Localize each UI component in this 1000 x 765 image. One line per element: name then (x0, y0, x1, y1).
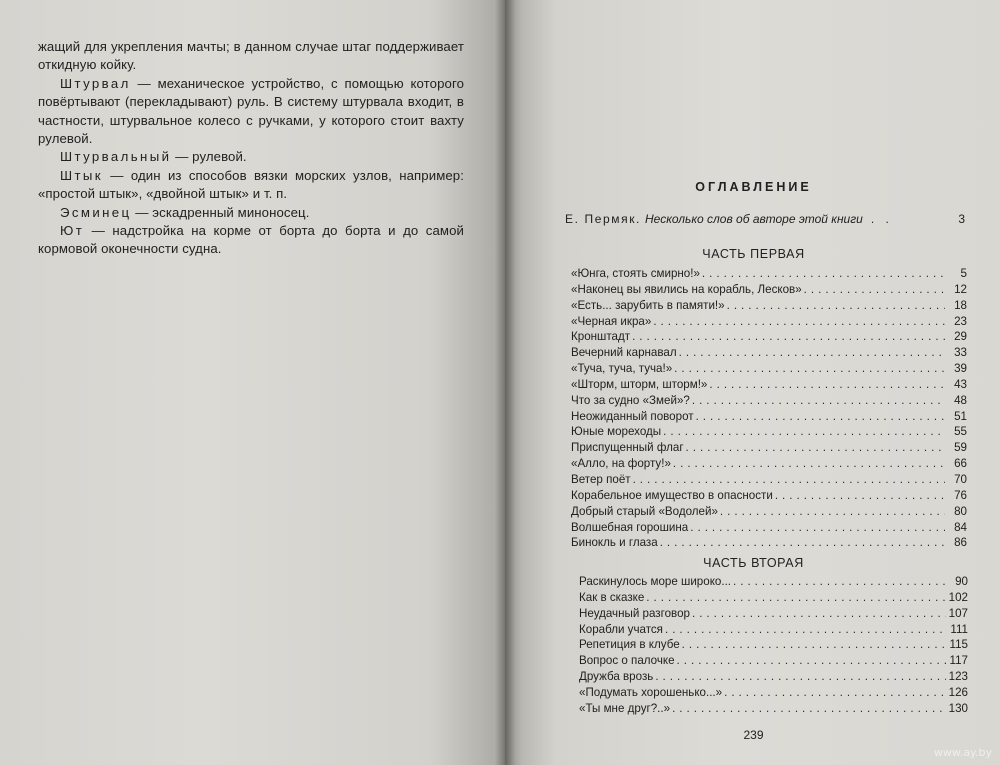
toc-entry-page: 12 (954, 282, 967, 296)
toc-entry (571, 473, 967, 489)
part-one-entries (571, 267, 967, 552)
toc-entry-title: Неудачный разговор (579, 606, 690, 620)
toc-entry-leader (675, 654, 946, 667)
toc-entry-leader (658, 536, 945, 549)
toc-entry-title: «Алло, на форту!» (571, 457, 671, 471)
toc-entry-page: 123 (948, 670, 968, 684)
intro-dots: . . (870, 212, 893, 226)
glossary-text (38, 38, 464, 259)
intro-title: Несколько слов об авторе этой книги (644, 212, 863, 226)
toc-entry-leader (688, 521, 945, 534)
toc-entry-title: Вечерний карнавал (571, 346, 677, 360)
part-two-heading: ЧАСТЬ ВТОРАЯ (703, 556, 804, 570)
glossary-entry (38, 148, 464, 166)
toc-entry-leader (694, 410, 945, 423)
page-number: 239 (743, 728, 764, 742)
toc-entry-page: 80 (954, 504, 967, 518)
glossary-definition: — механическое устройство, с помощью которого повёртывают (перекладывают) руль. В систему штурвала входит, в частности, штурвальное колесо с ручками, у которого стоит вахту рулевой. (38, 75, 464, 147)
toc-entry-leader (677, 346, 945, 359)
toc-entry (579, 623, 968, 639)
glossary-continuation: жащий для укрепления мачты; в данном случае штаг поддерживает откидную койку. (38, 39, 464, 73)
toc-entry (579, 607, 968, 623)
toc-entry-leader (630, 330, 945, 343)
glossary-definition: — надстройка на корме от борта до борта и до самой кормовой оконечности судна. (38, 223, 464, 257)
toc-entry-leader (661, 425, 945, 438)
toc-intro-entry (565, 212, 965, 226)
toc-entry-title: «Туча, туча, туча!» (571, 362, 673, 376)
toc-entry-page: 86 (954, 536, 967, 550)
toc-entry-leader (690, 607, 946, 620)
toc-entry-title: Добрый старый «Водолей» (571, 504, 718, 518)
toc-entry-title: Юные мореходы (571, 425, 662, 439)
toc-entry (571, 505, 967, 521)
toc-entry-leader (672, 362, 945, 375)
toc-entry (571, 299, 967, 315)
table-of-contents (507, 0, 1000, 765)
toc-entry-title: «Подумать хорошенько...» (579, 685, 723, 699)
toc-entry-title: Дружба врозь (579, 670, 654, 684)
glossary-term: Штурвал (60, 75, 131, 91)
toc-entry-title: Бинокль и глаза (571, 536, 658, 550)
toc-entry (571, 283, 967, 299)
toc-entry (579, 654, 968, 670)
intro-author: Е. Пермяк. (565, 212, 641, 226)
toc-entry-page: 55 (954, 425, 967, 439)
toc-entry-title: Репетиция в клубе (579, 638, 680, 652)
glossary-entries (38, 75, 464, 259)
glossary-definition: — эскадренный миноносец. (131, 204, 310, 220)
toc-title: ОГЛАВЛЕНИЕ (695, 180, 812, 194)
toc-entry-leader (663, 623, 946, 636)
toc-entry (579, 702, 968, 718)
glossary-term: Штык (60, 167, 103, 183)
intro-page: 3 (958, 212, 965, 226)
toc-entry (571, 489, 967, 505)
toc-entry (571, 536, 967, 552)
toc-entry-page: 90 (955, 575, 968, 588)
toc-entry (579, 638, 968, 654)
toc-entry (579, 591, 968, 607)
toc-entry-leader (707, 378, 945, 391)
toc-entry-title: Что за судно «Змей»? (571, 393, 690, 407)
toc-entry-title: Корабли учатся (579, 622, 663, 636)
toc-entry-page: 59 (954, 441, 967, 455)
toc-entry-page: 33 (954, 346, 967, 360)
toc-entry-page: 111 (950, 622, 968, 636)
part-one-heading: ЧАСТЬ ПЕРВАЯ (702, 247, 805, 261)
toc-entry (571, 394, 967, 410)
toc-entry-leader (631, 473, 945, 486)
toc-entry (579, 686, 968, 702)
toc-entry-title: «Шторм, шторм, шторм!» (571, 377, 708, 391)
toc-entry (571, 346, 967, 362)
toc-entry-title: Корабельное имущество в опасности (571, 488, 773, 502)
toc-entry-leader (722, 686, 946, 699)
toc-entry-leader (671, 457, 945, 470)
toc-entry (571, 330, 967, 346)
toc-entry-page: 84 (954, 520, 967, 534)
glossary-entry (38, 167, 464, 204)
toc-entry-leader (684, 441, 945, 454)
toc-entry-title: Как в сказке (579, 590, 645, 604)
toc-entry-page: 43 (954, 377, 967, 391)
glossary-definition: — рулевой. (171, 149, 247, 165)
toc-entry-leader (731, 575, 946, 588)
glossary-term: Штурвальный (60, 149, 172, 165)
toc-entry-leader (773, 489, 945, 502)
book-gutter (495, 0, 515, 765)
toc-entry-title: «Ты мне друг?..» (579, 701, 671, 715)
watermark: www.ay.by (933, 746, 992, 759)
glossary-entry (38, 204, 464, 222)
glossary-term: Ют (60, 223, 85, 239)
toc-entry (571, 410, 967, 426)
toc-entry-leader (680, 638, 946, 651)
toc-entry-title: Ветер поёт (571, 472, 631, 486)
toc-entry (579, 670, 968, 686)
toc-entry (571, 378, 967, 394)
toc-entry-page: 70 (954, 472, 967, 486)
glossary-entry (38, 222, 464, 259)
toc-entry (579, 575, 968, 591)
glossary-entry (38, 75, 464, 149)
toc-entry-title: Приспущенный флаг (571, 441, 684, 455)
toc-entry (571, 315, 967, 331)
toc-entry-leader (718, 505, 945, 518)
toc-entry-title: Неожиданный поворот (571, 409, 694, 423)
toc-entry-leader (651, 315, 945, 328)
right-page (507, 0, 1000, 765)
toc-entry-page: 66 (954, 457, 967, 471)
toc-entry-title: «Юнга, стоять смирно!» (571, 267, 700, 280)
toc-entry-leader (700, 267, 945, 280)
toc-entry-page: 48 (954, 393, 967, 407)
toc-entry (571, 441, 967, 457)
toc-entry-page: 51 (954, 409, 967, 423)
toc-entry-leader (644, 591, 946, 604)
toc-entry-leader (725, 299, 945, 312)
toc-entry-page: 76 (954, 488, 967, 502)
toc-entry-leader (802, 283, 945, 296)
glossary-term: Эсминец (60, 204, 132, 220)
toc-entry-page: 5 (960, 267, 967, 280)
toc-entry (571, 425, 967, 441)
toc-entry-page: 29 (954, 330, 967, 344)
toc-entry (571, 521, 967, 537)
toc-entry-page: 18 (954, 298, 967, 312)
toc-entry-page: 107 (948, 606, 968, 620)
toc-entry-page: 115 (949, 638, 968, 652)
toc-entry-title: Раскинулось море широко... (579, 575, 732, 588)
toc-entry-page: 117 (949, 654, 968, 668)
part-two-entries (579, 575, 968, 718)
toc-entry-title: «Есть... зарубить в памяти!» (571, 298, 725, 312)
toc-entry-title: Кронштадт (571, 330, 631, 344)
toc-entry-page: 23 (954, 314, 967, 328)
toc-entry-title: Вопрос о палочке (579, 654, 675, 668)
toc-entry-leader (690, 394, 945, 407)
toc-entry-title: «Наконец вы явились на корабль, Лесков» (571, 282, 802, 296)
toc-entry-page: 130 (948, 701, 968, 715)
toc-entry-page: 126 (948, 685, 968, 699)
glossary-definition: — один из способов вязки морских узлов, например: «простой штык», «двойной штык» и т. п. (38, 167, 464, 202)
toc-entry-leader (653, 670, 946, 683)
toc-entry-title: «Черная икра» (571, 314, 652, 328)
toc-entry-page: 39 (954, 362, 967, 376)
toc-entry (571, 457, 967, 473)
toc-entry-leader (670, 702, 946, 715)
toc-entry-title: Волшебная горошина (571, 520, 689, 534)
toc-entry (571, 267, 967, 283)
toc-entry (571, 362, 967, 378)
toc-entry-page: 102 (948, 590, 968, 604)
